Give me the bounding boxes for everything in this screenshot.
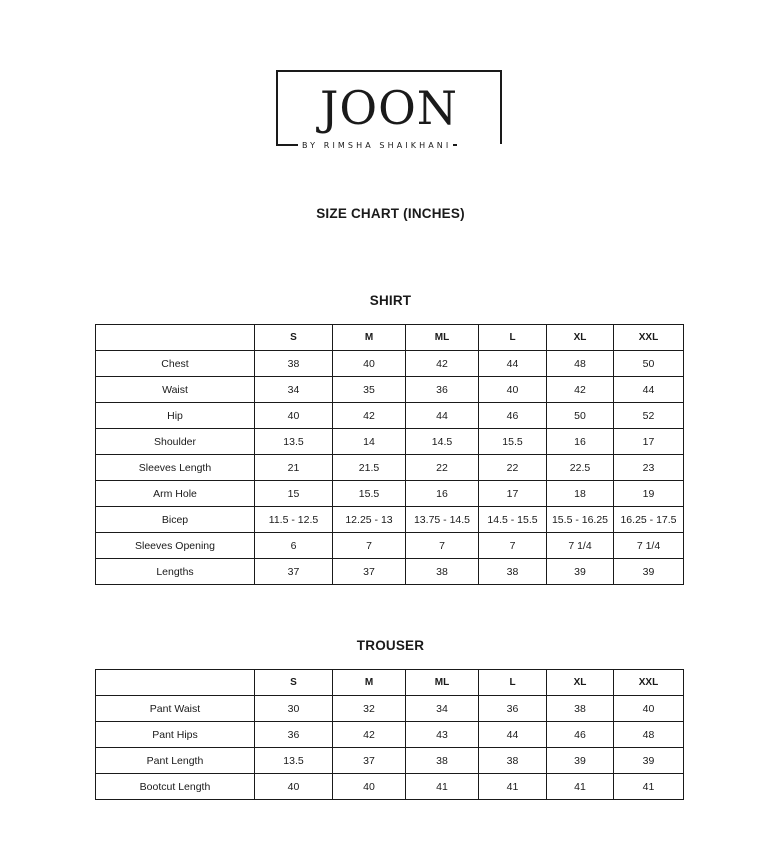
table-cell: 7 1/4 — [614, 533, 684, 559]
column-header-blank — [96, 670, 255, 696]
table-cell: 40 — [333, 351, 406, 377]
table-cell: 35 — [333, 377, 406, 403]
table-cell: 38 — [406, 748, 479, 774]
row-label: Pant Hips — [96, 722, 255, 748]
table-cell: 44 — [479, 351, 547, 377]
row-label: Sleeves Length — [96, 455, 255, 481]
row-label: Pant Length — [96, 748, 255, 774]
table-cell: 42 — [406, 351, 479, 377]
row-label: Hip — [96, 403, 255, 429]
table-cell: 40 — [333, 774, 406, 800]
table-cell: 39 — [614, 748, 684, 774]
table-cell: 38 — [479, 748, 547, 774]
table-row — [96, 481, 684, 507]
table-header-row — [96, 325, 684, 351]
table-row — [96, 559, 684, 585]
table-cell: 41 — [479, 774, 547, 800]
table-cell: 7 — [333, 533, 406, 559]
table-row — [96, 507, 684, 533]
column-header-size: XXL — [614, 670, 684, 696]
row-label: Shoulder — [96, 429, 255, 455]
shirt-heading: SHIRT — [369, 293, 412, 308]
table-row — [96, 403, 684, 429]
row-label: Arm Hole — [96, 481, 255, 507]
table-cell: 34 — [255, 377, 333, 403]
tagline-rule-left — [276, 144, 298, 146]
table-cell: 15.5 - 16.25 — [547, 507, 614, 533]
table-cell: 37 — [333, 748, 406, 774]
table-cell: 36 — [406, 377, 479, 403]
column-header-size: L — [479, 670, 547, 696]
table-row — [96, 748, 684, 774]
table-cell: 39 — [547, 559, 614, 585]
table-cell: 44 — [479, 722, 547, 748]
row-label: Lengths — [96, 559, 255, 585]
table-cell: 13.5 — [255, 429, 333, 455]
table-cell: 42 — [333, 403, 406, 429]
tagline-rule-right — [453, 144, 457, 146]
table-cell: 52 — [614, 403, 684, 429]
table-row — [96, 429, 684, 455]
table-cell: 14.5 — [406, 429, 479, 455]
row-label: Pant Waist — [96, 696, 255, 722]
column-header-size: ML — [406, 670, 479, 696]
table-cell: 38 — [547, 696, 614, 722]
row-label: Bootcut Length — [96, 774, 255, 800]
table-cell: 19 — [614, 481, 684, 507]
table-cell: 16.25 - 17.5 — [614, 507, 684, 533]
table-header-row — [96, 670, 684, 696]
column-header-size: M — [333, 325, 406, 351]
table-cell: 22 — [479, 455, 547, 481]
table-cell: 40 — [479, 377, 547, 403]
row-label: Chest — [96, 351, 255, 377]
table-row — [96, 533, 684, 559]
column-header-size: M — [333, 670, 406, 696]
table-cell: 21 — [255, 455, 333, 481]
table-row — [96, 722, 684, 748]
table-cell: 43 — [406, 722, 479, 748]
table-cell: 30 — [255, 696, 333, 722]
table-cell: 40 — [255, 403, 333, 429]
table-cell: 16 — [547, 429, 614, 455]
table-cell: 39 — [547, 748, 614, 774]
column-header-size: ML — [406, 325, 479, 351]
column-header-blank — [96, 325, 255, 351]
table-cell: 40 — [255, 774, 333, 800]
table-cell: 41 — [547, 774, 614, 800]
table-cell: 42 — [333, 722, 406, 748]
column-header-size: XL — [547, 670, 614, 696]
table-row — [96, 455, 684, 481]
table-cell: 46 — [547, 722, 614, 748]
table-cell: 41 — [406, 774, 479, 800]
table-cell: 38 — [406, 559, 479, 585]
table-cell: 13.5 — [255, 748, 333, 774]
table-cell: 15.5 — [333, 481, 406, 507]
table-cell: 12.25 - 13 — [333, 507, 406, 533]
table-row — [96, 696, 684, 722]
table-cell: 36 — [255, 722, 333, 748]
page-title: SIZE CHART (INCHES) — [316, 206, 465, 221]
column-header-size: S — [255, 670, 333, 696]
table-cell: 15 — [255, 481, 333, 507]
table-cell: 23 — [614, 455, 684, 481]
brand-tagline: BY RIMSHA SHAIKHANI — [302, 140, 452, 150]
table-cell: 38 — [255, 351, 333, 377]
table-cell: 48 — [614, 722, 684, 748]
trouser-size-table — [95, 669, 684, 800]
table-cell: 38 — [479, 559, 547, 585]
shirt-size-table — [95, 324, 684, 585]
brand-logo — [276, 70, 502, 144]
column-header-size: XXL — [614, 325, 684, 351]
table-cell: 48 — [547, 351, 614, 377]
table-cell: 44 — [614, 377, 684, 403]
table-cell: 21.5 — [333, 455, 406, 481]
table-cell: 15.5 — [479, 429, 547, 455]
table-cell: 32 — [333, 696, 406, 722]
table-cell: 17 — [479, 481, 547, 507]
table-cell: 11.5 - 12.5 — [255, 507, 333, 533]
table-cell: 18 — [547, 481, 614, 507]
table-cell: 50 — [547, 403, 614, 429]
trouser-heading: TROUSER — [356, 638, 425, 653]
table-cell: 17 — [614, 429, 684, 455]
table-cell: 7 — [406, 533, 479, 559]
table-cell: 39 — [614, 559, 684, 585]
table-cell: 14.5 - 15.5 — [479, 507, 547, 533]
table-cell: 6 — [255, 533, 333, 559]
table-cell: 50 — [614, 351, 684, 377]
table-cell: 37 — [333, 559, 406, 585]
table-row — [96, 351, 684, 377]
column-header-size: S — [255, 325, 333, 351]
brand-tagline-row — [276, 138, 506, 152]
table-cell: 37 — [255, 559, 333, 585]
table-cell: 40 — [614, 696, 684, 722]
table-cell: 22.5 — [547, 455, 614, 481]
column-header-size: L — [479, 325, 547, 351]
table-cell: 16 — [406, 481, 479, 507]
row-label: Waist — [96, 377, 255, 403]
table-cell: 7 1/4 — [547, 533, 614, 559]
table-cell: 22 — [406, 455, 479, 481]
table-cell: 13.75 - 14.5 — [406, 507, 479, 533]
table-cell: 7 — [479, 533, 547, 559]
table-cell: 41 — [614, 774, 684, 800]
table-cell: 46 — [479, 403, 547, 429]
brand-name: JOON — [319, 81, 459, 135]
table-row — [96, 377, 684, 403]
table-cell: 34 — [406, 696, 479, 722]
table-cell: 36 — [479, 696, 547, 722]
row-label: Sleeves Opening — [96, 533, 255, 559]
table-cell: 14 — [333, 429, 406, 455]
table-cell: 44 — [406, 403, 479, 429]
table-row — [96, 774, 684, 800]
row-label: Bicep — [96, 507, 255, 533]
table-cell: 42 — [547, 377, 614, 403]
column-header-size: XL — [547, 325, 614, 351]
